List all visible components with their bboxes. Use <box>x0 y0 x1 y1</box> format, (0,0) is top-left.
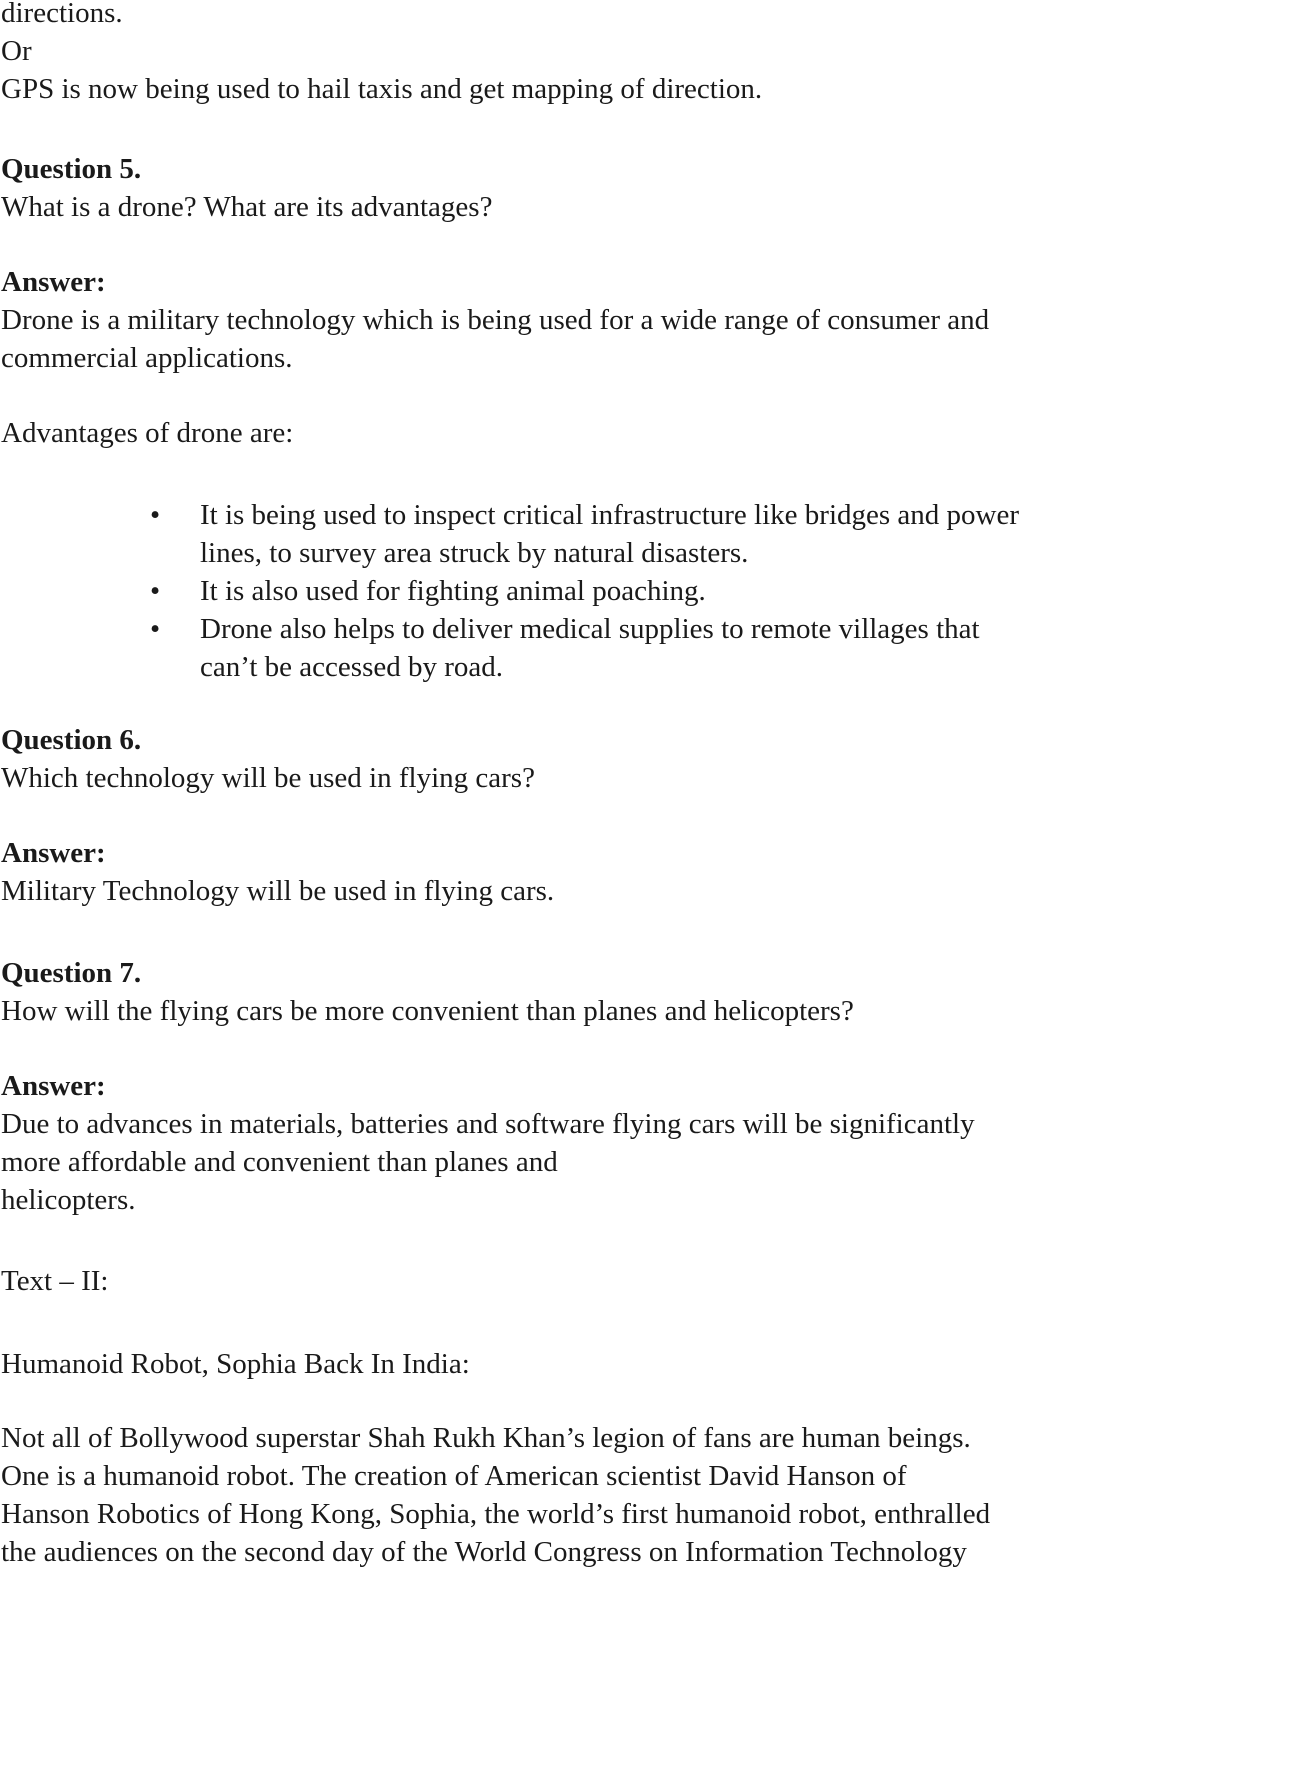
answer-6 <box>1 834 1161 910</box>
answer-7 <box>1 1067 1161 1219</box>
question-7 <box>1 954 1161 1030</box>
list-item-text: Drone also helps to deliver medical supplies to remote villages that <box>200 613 980 645</box>
text-line: directions. <box>1 0 123 29</box>
paragraph-line: Not all of Bollywood superstar Shah Rukh Khan’s legion of fans are human beings. <box>1 1422 971 1454</box>
text-line: GPS is now being used to hail taxis and get mapping of direction. <box>1 73 763 105</box>
answer-text: more affordable and convenient than planes and <box>1 1146 558 1178</box>
list-item <box>150 572 1160 610</box>
paragraph-line: the audiences on the second day of the World Congress on Information Technology <box>1 1536 967 1568</box>
answer-text: helicopters. <box>1 1184 136 1216</box>
answer-text: Due to advances in materials, batteries and software flying cars will be significantly <box>1 1108 975 1140</box>
answer-5 <box>1 263 1161 377</box>
answer-label: Answer: <box>1 837 106 869</box>
answer-text: Drone is a military technology which is being used for a wide range of consumer and <box>1 304 990 336</box>
answer-label: Answer: <box>1 266 106 298</box>
text-2-title <box>1 1345 1161 1383</box>
question-6 <box>1 721 1161 797</box>
question-text: Which technology will be used in flying cars? <box>1 762 535 794</box>
bullet-icon: • <box>150 499 161 531</box>
continuation-text <box>1 0 1161 108</box>
list-item-text: lines, to survey area struck by natural disasters. <box>200 537 749 569</box>
bullet-icon: • <box>150 575 161 607</box>
text-2-label <box>1 1262 1161 1300</box>
section-label: Text – II: <box>1 1265 109 1297</box>
list-item <box>150 610 1160 686</box>
answer-label: Answer: <box>1 1070 106 1102</box>
question-text: What is a drone? What are its advantages? <box>1 191 493 223</box>
answer-text: commercial applications. <box>1 342 293 374</box>
answer-text: Military Technology will be used in flying cars. <box>1 875 555 907</box>
list-item-text: It is also used for fighting animal poaching. <box>200 575 706 607</box>
list-item-text: It is being used to inspect critical infrastructure like bridges and power <box>200 499 1019 531</box>
text-2-paragraph <box>1 1419 1161 1571</box>
list-item-text: can’t be accessed by road. <box>200 651 504 683</box>
or-text: Or <box>1 35 32 67</box>
question-heading: Question 5. <box>1 153 142 185</box>
paragraph-line: One is a humanoid robot. The creation of American scientist David Hanson of <box>1 1460 907 1492</box>
advantages-list <box>150 496 1160 686</box>
advantages-intro-text: Advantages of drone are: <box>1 417 294 449</box>
question-text: How will the flying cars be more convenient than planes and helicopters? <box>1 995 854 1027</box>
question-heading: Question 6. <box>1 724 142 756</box>
bullet-icon: • <box>150 613 161 645</box>
paragraph-line: Hanson Robotics of Hong Kong, Sophia, the world’s first humanoid robot, enthralled <box>1 1498 991 1530</box>
advantages-intro <box>1 414 1161 452</box>
question-heading: Question 7. <box>1 957 142 989</box>
section-title: Humanoid Robot, Sophia Back In India: <box>1 1348 470 1380</box>
question-5 <box>1 150 1161 226</box>
list-item <box>150 496 1160 572</box>
